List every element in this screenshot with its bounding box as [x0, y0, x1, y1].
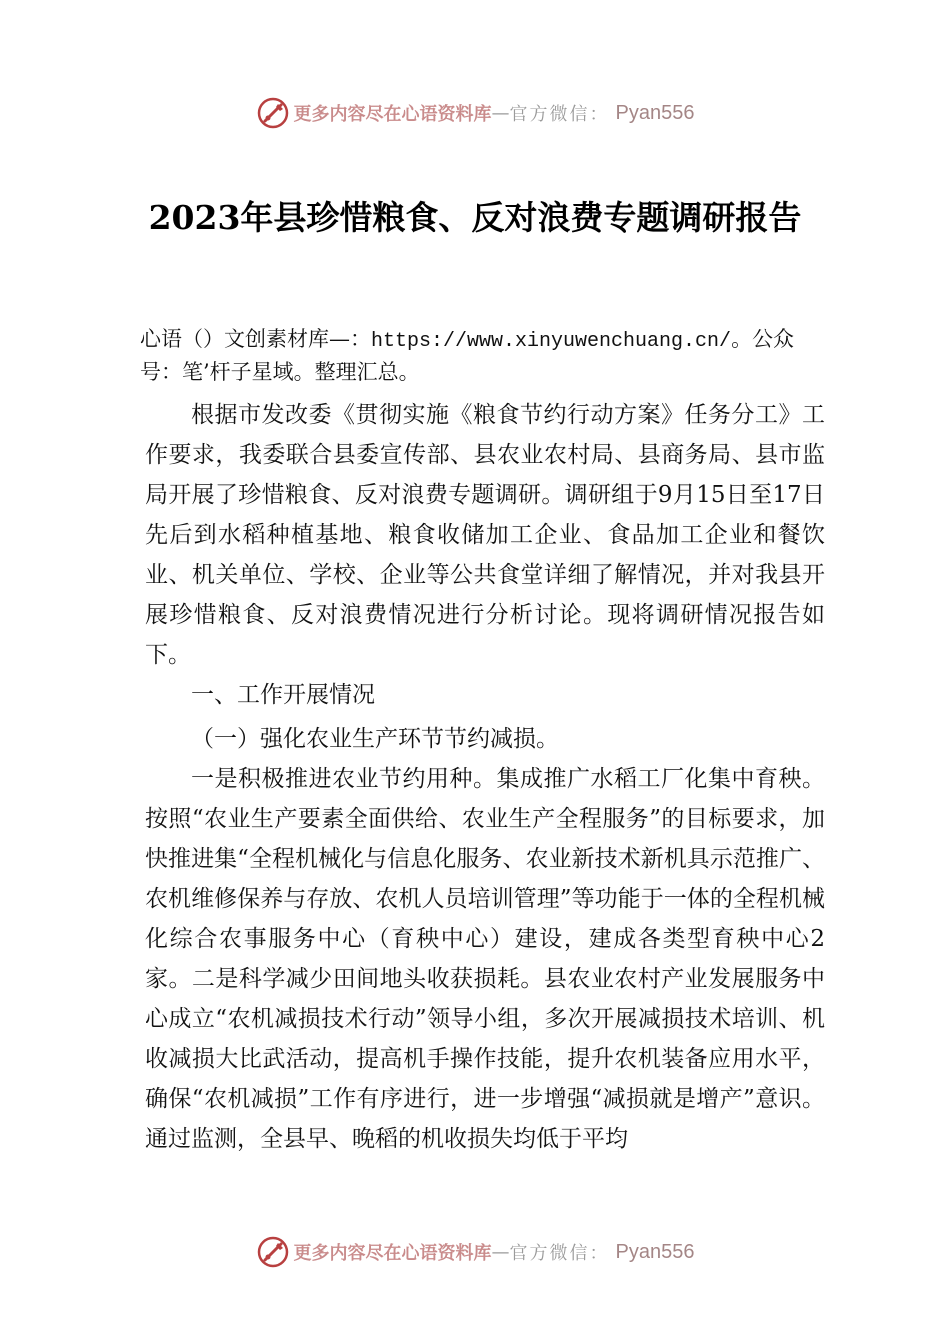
watermark-banner-top [0, 93, 950, 133]
section-heading: 一、工作开展情况 [191, 682, 375, 708]
source-prefix: 心语（）文创素材库—： [140, 327, 371, 351]
watermark-banner-bottom [0, 1232, 950, 1272]
document-body [145, 395, 825, 1159]
source-suffix: 。公众号：笔’杆子星域。整理汇总。 [140, 327, 795, 384]
subsection-heading: （一）强化农业生产环节节约减损。 [191, 726, 559, 752]
watermark-label: 官方微信： [509, 1243, 610, 1264]
watermark-separator: — [491, 1241, 510, 1263]
watermark-wechat-id: Pyan556 [615, 1240, 695, 1263]
watermark-label: 官方微信： [509, 104, 610, 125]
source-line [140, 324, 830, 387]
source-url: https://www.xinyuwenchuang.cn/ [371, 330, 732, 353]
watermark-separator: — [491, 102, 510, 124]
document-title: 2023年县珍惜粮食、反对浪费专题调研报告 [148, 198, 802, 237]
paragraph-body: 一是积极推进农业节约用种。集成推广水稻工厂化集中育秧。按照“农业生产要素全面供给、农业生产全程服务”的目标要求，加快推进集“全程机械化与信息化服务、农业新技术新机具示范推广、农机维修保养与存放、农机人员培训管理”等功能于一体的全程机械化综合农事服务中心（育秧中心）建设，建成各类型育秧中心2家。二是科学减少田间地头收获损耗。县农业农村产业发展服务中心成立“农机减损技术行动”领导小组，多次开展减损技术培训、机收减损大比武活动，提高机手操作技能，提升农机装备应用水平，确保“农机减损”工作有序进行，进一步增强“减损就是增产”意识。通过监测，全县早、晚稻的机收损失均低于平均 [145, 766, 825, 1152]
watermark-logo-icon [256, 96, 290, 130]
paragraph-intro: 根据市发改委《贯彻实施《粮食节约行动方案》任务分工》工作要求，我委联合县委宣传部、县农业农村局、县商务局、县市监局开展了珍惜粮食、反对浪费专题调研。调研组于9月15日至17日先后到水稻种植基地、粮食收储加工企业、食品加工企业和餐饮业、机关单位、学校、企业等公共食堂详细了解情况，并对我县开展珍惜粮食、反对浪费情况进行分析讨论。现将调研情况报告如下。 [145, 402, 825, 668]
watermark-wechat-id: Pyan556 [615, 101, 695, 124]
watermark-main-text: 更多内容尽在心语资料库 [293, 104, 492, 125]
watermark-main-text: 更多内容尽在心语资料库 [293, 1243, 492, 1264]
watermark-logo-icon [256, 1235, 290, 1269]
